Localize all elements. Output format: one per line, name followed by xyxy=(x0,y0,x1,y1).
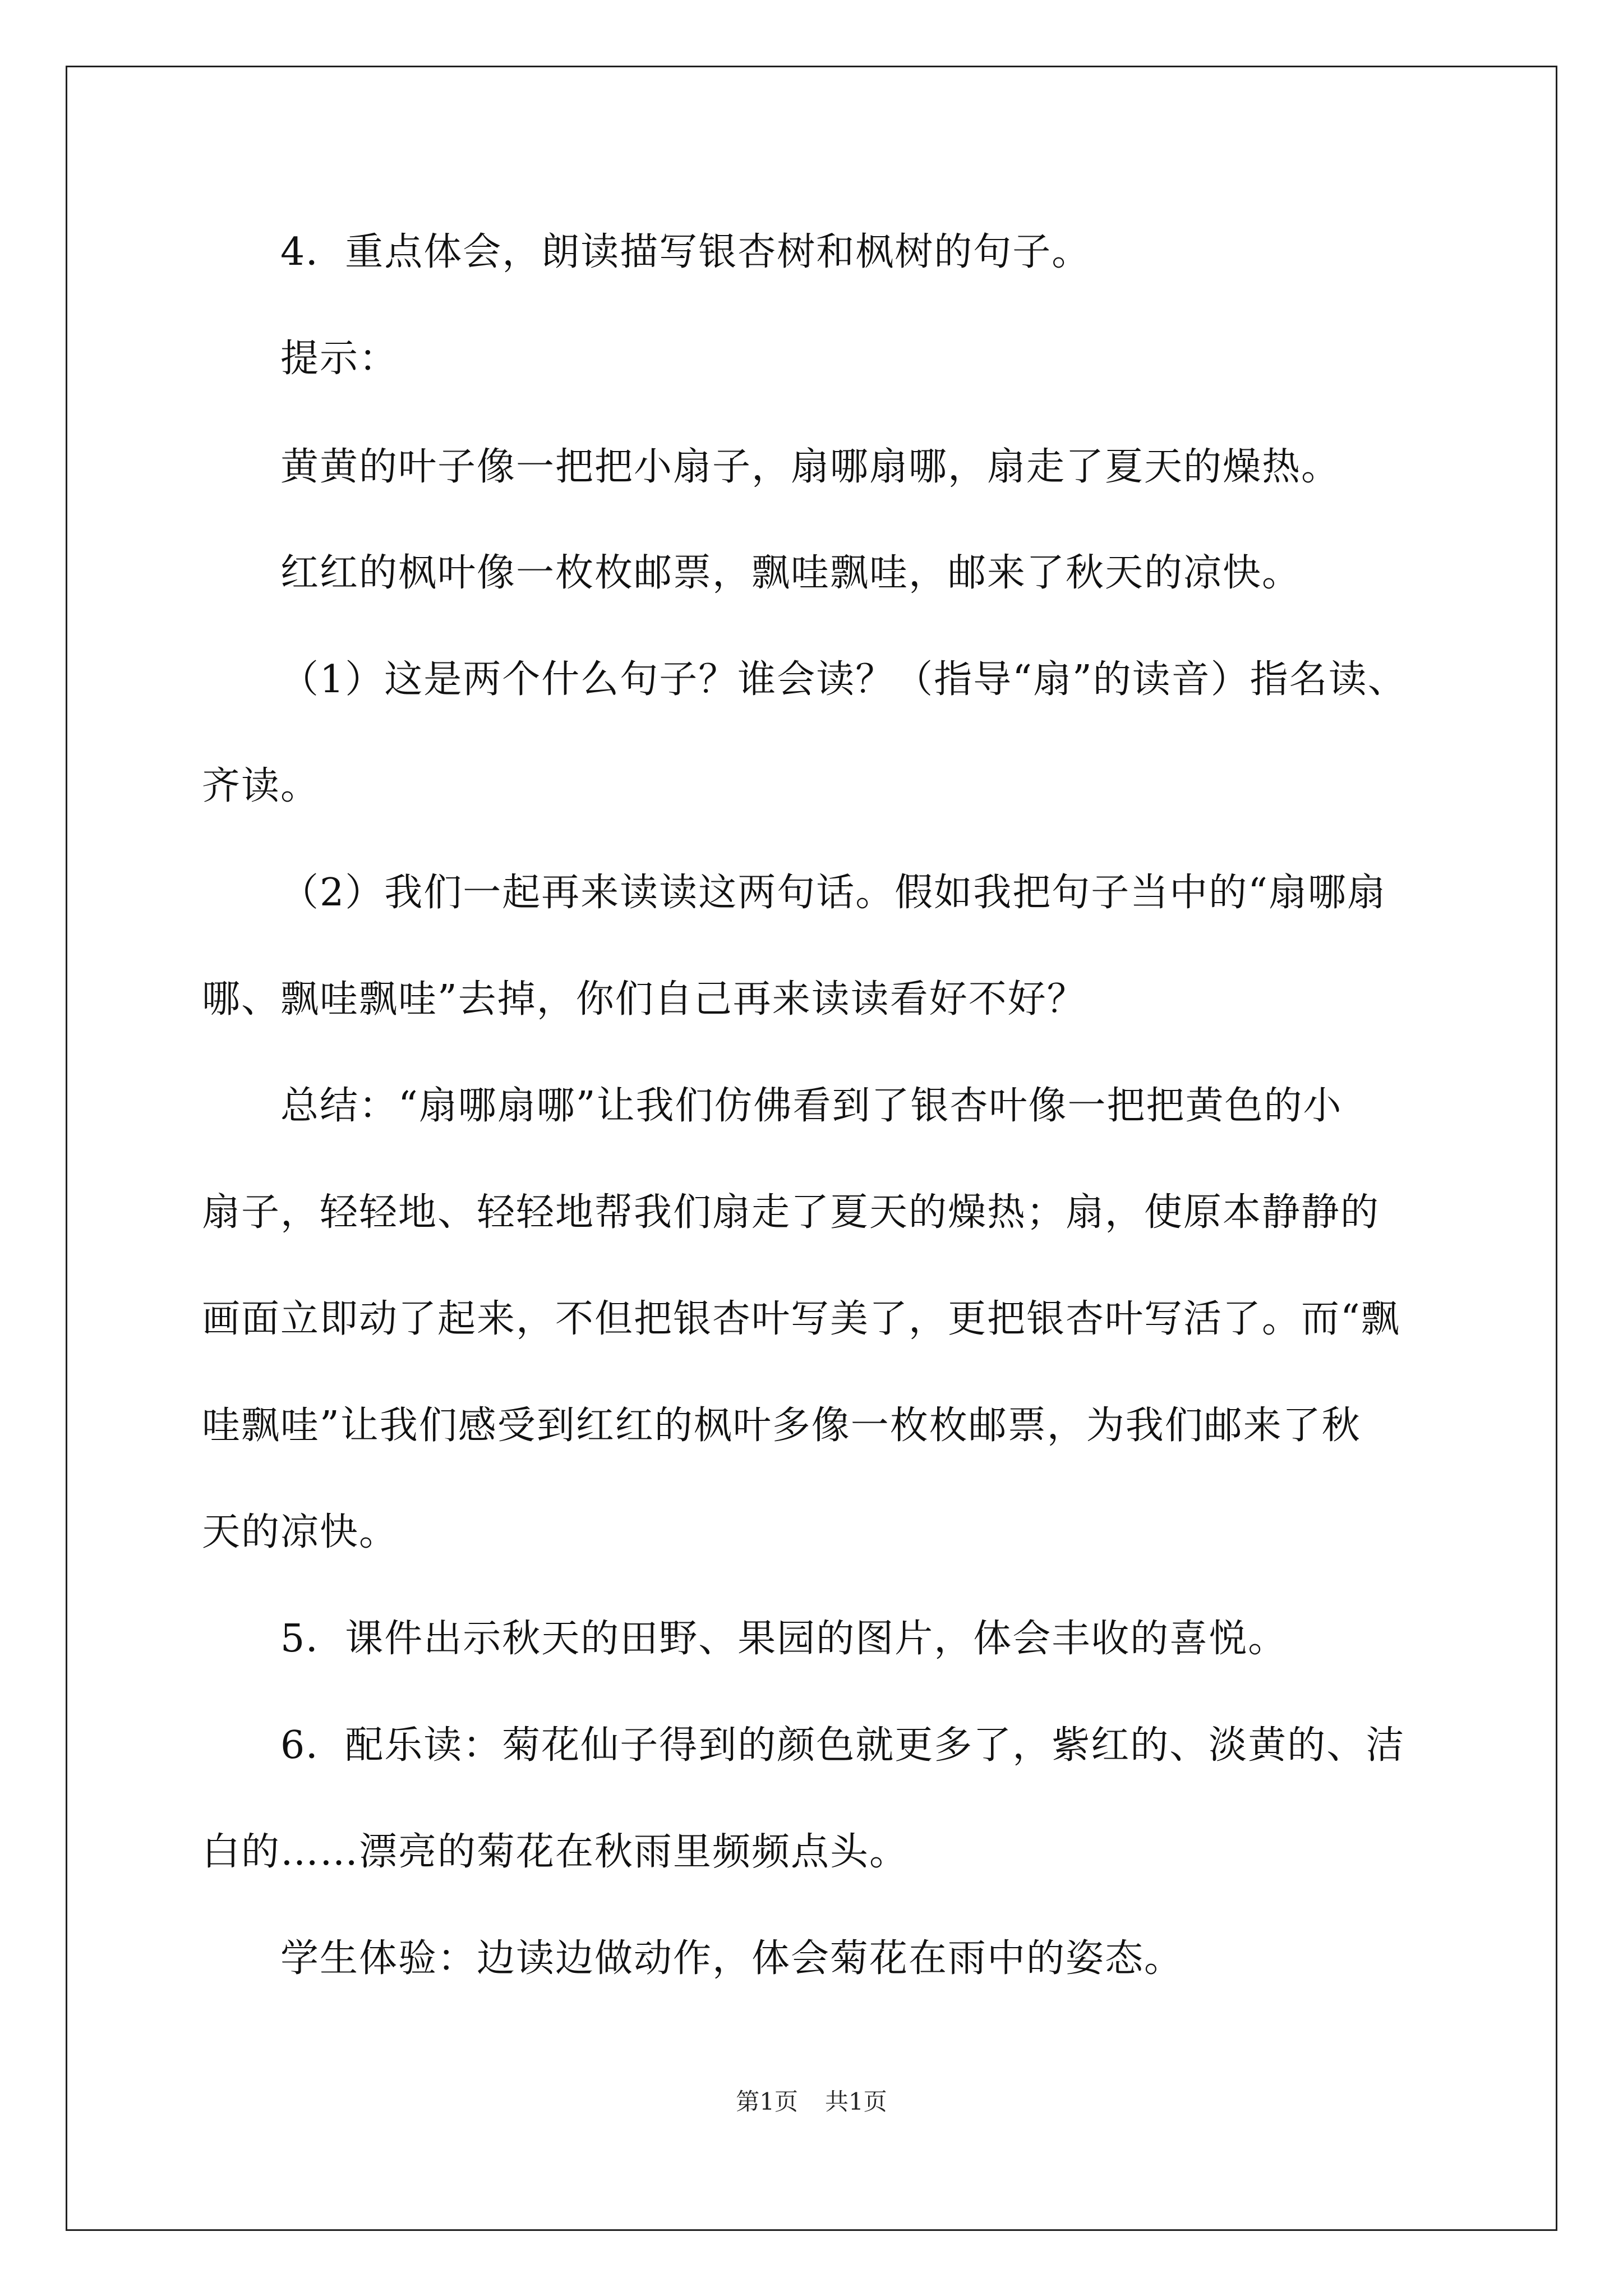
maple-sentence: 红红的枫叶像一枚枚邮票，飘哇飘哇，邮来了秋天的凉快。 xyxy=(280,551,1302,595)
paragraph-6-line-2: 白的……漂亮的菊花在秋雨里频频点头。 xyxy=(202,1830,909,1874)
summary-line-5: 天的凉快。 xyxy=(202,1510,399,1554)
page-number: 第1页 xyxy=(736,2088,798,2115)
question-1-line-1: （1）这是两个什么句子？谁会读？（指导“扇”的读音）指名读、 xyxy=(280,657,1407,702)
question-1-line-2: 齐读。 xyxy=(202,764,320,808)
ginkgo-sentence: 黄黄的叶子像一把把小扇子，扇哪扇哪，扇走了夏天的燥热。 xyxy=(280,445,1341,489)
page-border xyxy=(66,66,1557,2231)
question-2-line-2: 哪、飘哇飘哇”去掉，你们自己再来读读看好不好？ xyxy=(202,977,1086,1022)
summary-line-2: 扇子，轻轻地、轻轻地帮我们扇走了夏天的燥热；扇，使原本静静的 xyxy=(202,1190,1380,1235)
page-footer xyxy=(0,2088,1623,2116)
summary-line-3: 画面立即动了起来，不但把银杏叶写美了，更把银杏叶写活了。而“飘 xyxy=(202,1297,1400,1341)
paragraph-5: 5．课件出示秋天的田野、果园的图片，体会丰收的喜悦。 xyxy=(280,1617,1288,1661)
summary-line-1: 总结：“扇哪扇哪”让我们仿佛看到了银杏叶像一把把黄色的小 xyxy=(280,1084,1343,1128)
hint-label: 提示： xyxy=(280,337,399,381)
summary-line-4: 哇飘哇”让我们感受到红红的枫叶多像一枚枚邮票，为我们邮来了秋 xyxy=(202,1404,1361,1448)
paragraph-6-line-1: 6．配乐读：菊花仙子得到的颜色就更多了，紫红的、淡黄的、洁 xyxy=(280,1723,1405,1768)
paragraph-4-title: 4．重点体会，朗读描写银杏树和枫树的句子。 xyxy=(280,230,1091,274)
student-experience: 学生体验：边读边做动作，体会菊花在雨中的姿态。 xyxy=(280,1936,1184,1981)
page-total: 共1页 xyxy=(825,2088,887,2115)
question-2-line-1: （2）我们一起再来读读这两句话。假如我把句子当中的“扇哪扇 xyxy=(280,871,1387,915)
